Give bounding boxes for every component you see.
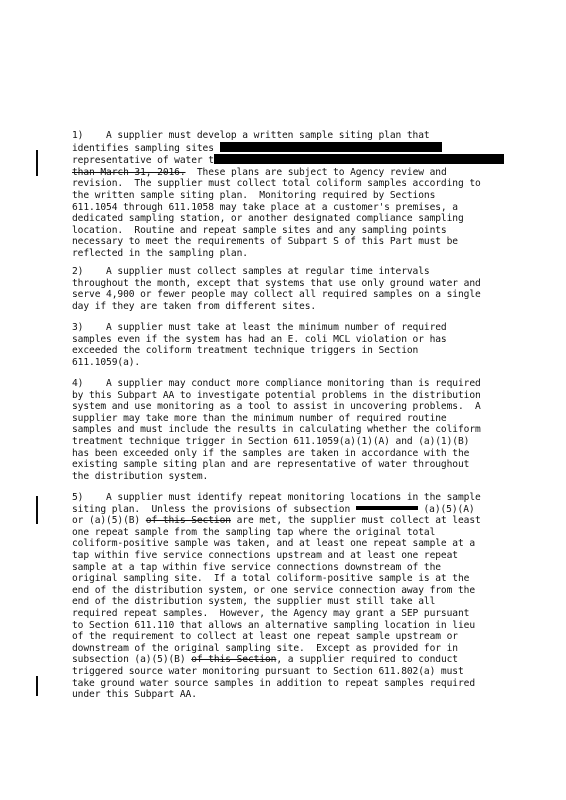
text-line: sample at a tap within five service connections downstream of the: [72, 561, 441, 573]
text-line: siting plan. Unless the provisions of subsection (a)(5)(A): [72, 503, 475, 515]
text-line: or (a)(5)(B) of this Section are met, the supplier must collect at least: [72, 515, 481, 527]
text-line: take ground water source samples in addition to repeat samples required: [72, 677, 475, 689]
text-line: end of the distribution system, the supplier must still take all: [72, 596, 436, 608]
struck-text: than March 31, 2016.: [72, 166, 186, 178]
text-line: 1) A supplier must develop a written sample siting plan that: [72, 130, 430, 141]
text-line: has been exceeded only if the samples are taken in accordance with the: [72, 447, 470, 459]
text-line: throughout the month, except that systems that use only ground water and: [72, 277, 481, 289]
redaction-block: [214, 154, 504, 164]
text-line: supplier may take more than the minimum number of required routine: [72, 412, 447, 424]
text-line: triggered source water monitoring pursuant to Section 611.802(a) must: [72, 665, 464, 677]
text-line: day if they are taken from different sites.: [72, 300, 317, 312]
text-line: 3) A supplier must take at least the minimum number of required: [72, 322, 447, 333]
revision-bar: [36, 150, 38, 176]
paragraph-3: [72, 322, 508, 368]
text-line: identifies sampling sites: [72, 142, 508, 155]
text-line: treatment technique trigger in Section 611.1059(a)(1)(A) and (a)(1)(B): [72, 435, 470, 447]
paragraph-5: [72, 492, 508, 701]
paragraph-1: [72, 130, 508, 260]
text-line: the distribution system.: [72, 470, 209, 482]
text-line: by this Subpart AA to investigate potential problems in the distribution: [72, 389, 481, 401]
text-line: 611.1054 through 611.1058 may take place at a customer's premises, a: [72, 201, 458, 213]
text-line: existing sample siting plan and are representative of water throughout: [72, 459, 470, 471]
text-line: necessary to meet the requirements of Subpart S of this Part must be: [72, 236, 458, 248]
text-line: 611.1059(a).: [72, 356, 141, 368]
revision-bar: [36, 676, 38, 696]
text-line: system and use monitoring as a tool to assist in uncovering problems. A: [72, 401, 481, 413]
text-line: location. Routine and repeat sample sites and any sampling points: [72, 224, 447, 236]
text-line: revision. The supplier must collect total coliform samples according to: [72, 178, 481, 190]
struck-text: of this Section: [145, 515, 231, 527]
text-line: than March 31, 2016. These plans are subject to Agency review and: [72, 166, 447, 178]
text-line: reflected in the sampling plan.: [72, 247, 248, 259]
revision-bar: [36, 496, 38, 524]
paragraph-2: [72, 266, 508, 312]
text-line: to Section 611.110 that allows an alternative sampling location in lieu: [72, 619, 475, 631]
text-line: one repeat sample from the sampling tap where the original total: [72, 526, 436, 538]
text-line: the written sample siting plan. Monitoring required by Sections: [72, 189, 436, 201]
text-line: downstream of the original sampling site. Except as provided for in: [72, 642, 458, 654]
text-line: samples and must include the results in calculating whether the coliform: [72, 424, 481, 436]
text-line: representative of water t: [72, 154, 508, 167]
text-line: dedicated sampling station, or another designated compliance sampling: [72, 213, 464, 225]
struck-text: of this Section: [191, 654, 277, 666]
text-line: 4) A supplier may conduct more compliance monitoring than is required: [72, 378, 481, 389]
text-line: serve 4,900 or fewer people may collect all required samples on a single: [72, 289, 481, 301]
text-line: 5) A supplier must identify repeat monitoring locations in the sample: [72, 492, 481, 503]
text-line: coliform-positive sample was taken, and at least one repeat sample at a: [72, 538, 475, 550]
redaction-block: [356, 506, 418, 510]
text-line: 2) A supplier must collect samples at regular time intervals: [72, 266, 430, 277]
text-line: end of the distribution system, or one service connection away from the: [72, 584, 475, 596]
text-line: of the requirement to collect at least one repeat sample upstream or: [72, 631, 458, 643]
text-line: required repeat samples. However, the Agency may grant a SEP pursuant: [72, 607, 470, 619]
text-line: subsection (a)(5)(B) of this Section, a supplier required to conduct: [72, 654, 458, 666]
text-line: original sampling site. If a total coliform-positive sample is at the: [72, 573, 470, 585]
redaction-block: [220, 142, 442, 152]
text-line: samples even if the system has had an E. coli MCL violation or has: [72, 333, 447, 345]
paragraph-4: [72, 378, 508, 482]
text-line: tap within five service connections upstream and at least one repeat: [72, 549, 458, 561]
text-line: exceeded the coliform treatment technique triggers in Section: [72, 345, 419, 357]
text-line: under this Subpart AA.: [72, 689, 197, 701]
